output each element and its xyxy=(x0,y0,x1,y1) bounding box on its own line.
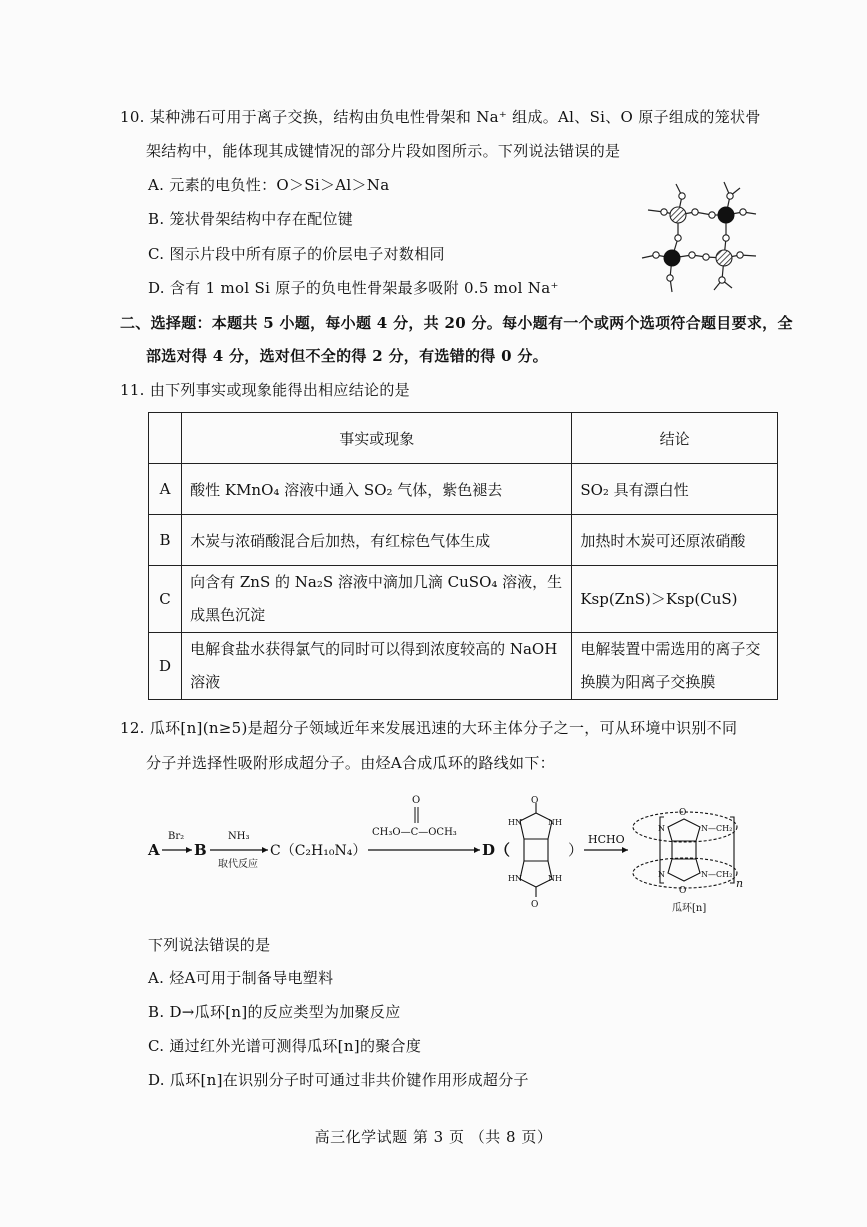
svg-text:O: O xyxy=(679,886,687,896)
section-2-heading-line1: 二、选择题：本题共 5 小题，每小题 4 分，共 20 分。每小题有一个或两个选项符合题目要求，全 xyxy=(120,314,793,332)
q12-option-d: D. 瓜环[n]在识别分子时可通过非共价键作用形成超分子 xyxy=(148,1071,529,1089)
q11-fact-table xyxy=(148,412,778,700)
route-reagent-hcho: HCHO xyxy=(588,833,625,846)
cucurbituril-synthesis-route xyxy=(140,795,780,920)
row-conclusion: Ksp(ZnS)＞Ksp(CuS) xyxy=(572,566,778,633)
svg-text:N—CH₂: N—CH₂ xyxy=(701,824,733,833)
q10-option-d: D. 含有 1 mol Si 原子的负电性骨架最多吸附 0.5 mol Na⁺ xyxy=(148,279,559,297)
svg-text:N: N xyxy=(658,870,665,879)
q12-option-b: B. D→瓜环[n]的反应类型为加聚反应 xyxy=(148,1003,401,1021)
svg-text:O: O xyxy=(679,808,687,818)
q11-stem: 11. 由下列事实或现象能得出相应结论的是 xyxy=(120,381,410,399)
row-label: D xyxy=(149,633,182,700)
route-C: C（C₂H₁₀N₄） xyxy=(270,843,367,859)
svg-text:O: O xyxy=(531,796,539,806)
table-row xyxy=(149,515,778,566)
zeolite-framework-figure xyxy=(632,170,772,305)
table-header-conclusion: 结论 xyxy=(572,413,778,464)
row-conclusion: SO₂ 具有漂白性 xyxy=(572,464,778,515)
svg-text:HN: HN xyxy=(508,818,522,827)
route-reagent3: CH₃O—C—OCH₃ xyxy=(372,827,457,838)
svg-text:O: O xyxy=(531,900,539,910)
svg-text:HN: HN xyxy=(508,874,522,883)
route-D: D（ xyxy=(482,841,511,859)
table-header-blank xyxy=(149,413,182,464)
row-label: A xyxy=(149,464,182,515)
route-subscript-n: n xyxy=(736,877,744,890)
row-fact: 酸性 KMnO₄ 溶液中通入 SO₂ 气体，紫色褪去 xyxy=(182,464,572,515)
row-fact: 木炭与浓硝酸混合后加热，有红棕色气体生成 xyxy=(182,515,572,566)
table-header-row xyxy=(149,413,778,464)
q10-option-b: B. 笼状骨架结构中存在配位键 xyxy=(148,210,354,228)
svg-text:NH: NH xyxy=(548,818,562,827)
q12-option-a: A. 烃A可用于制备导电塑料 xyxy=(148,969,334,987)
section-2-heading-line2: 部选对得 4 分，选对但不全的得 2 分，有选错的得 0 分。 xyxy=(146,347,548,365)
q10-stem-line2: 架结构中，能体现其成键情况的部分片段如图所示。下列说法错误的是 xyxy=(146,142,621,160)
route-reagent3-O: O xyxy=(412,795,421,806)
row-label: B xyxy=(149,515,182,566)
route-reagent-br2: Br₂ xyxy=(168,831,185,842)
svg-text:N—CH₂: N—CH₂ xyxy=(701,870,733,879)
table-row xyxy=(149,566,778,633)
svg-text:N: N xyxy=(658,824,665,833)
route-reagent-nh3: NH₃ xyxy=(228,831,250,842)
route-A: A xyxy=(148,841,160,859)
table-row xyxy=(149,464,778,515)
page-footer: 高三化学试题 第 3 页 （共 8 页） xyxy=(314,1128,553,1146)
q10-stem-line1: 10. 某种沸石可用于离子交换，结构由负电性骨架和 Na⁺ 组成。Al、Si、O 原子组成的笼状骨 xyxy=(120,108,761,126)
route-D-close: ） xyxy=(568,841,584,859)
row-fact: 向含有 ZnS 的 Na₂S 溶液中滴加几滴 CuSO₄ 溶液，生成黑色沉淀 xyxy=(182,566,572,633)
svg-text:NH: NH xyxy=(548,874,562,883)
table-header-fact: 事实或现象 xyxy=(182,413,572,464)
q10-option-c: C. 图示片段中所有原子的价层电子对数相同 xyxy=(148,245,445,263)
row-conclusion: 加热时木炭可还原浓硝酸 xyxy=(572,515,778,566)
q12-stem-line2: 分子并选择性吸附形成超分子。由烃A合成瓜环的路线如下： xyxy=(146,754,555,772)
row-fact: 电解食盐水获得氯气的同时可以得到浓度较高的 NaOH 溶液 xyxy=(182,633,572,700)
row-label: C xyxy=(149,566,182,633)
route-reaction-type: 取代反应 xyxy=(218,859,258,870)
q10-option-a: A. 元素的电负性：O＞Si＞Al＞Na xyxy=(148,176,390,194)
route-B: B xyxy=(194,841,207,859)
table-row xyxy=(149,633,778,700)
route-product-label: 瓜环[n] xyxy=(672,903,707,914)
q12-stem-line1: 12. 瓜环[n](n≥5)是超分子领域近年来发展迅速的大环主体分子之一，可从环境中识别不同 xyxy=(120,719,738,737)
q12-prompt: 下列说法错误的是 xyxy=(148,936,271,954)
q12-option-c: C. 通过红外光谱可测得瓜环[n]的聚合度 xyxy=(148,1037,422,1055)
row-conclusion: 电解装置中需选用的离子交换膜为阳离子交换膜 xyxy=(572,633,778,700)
